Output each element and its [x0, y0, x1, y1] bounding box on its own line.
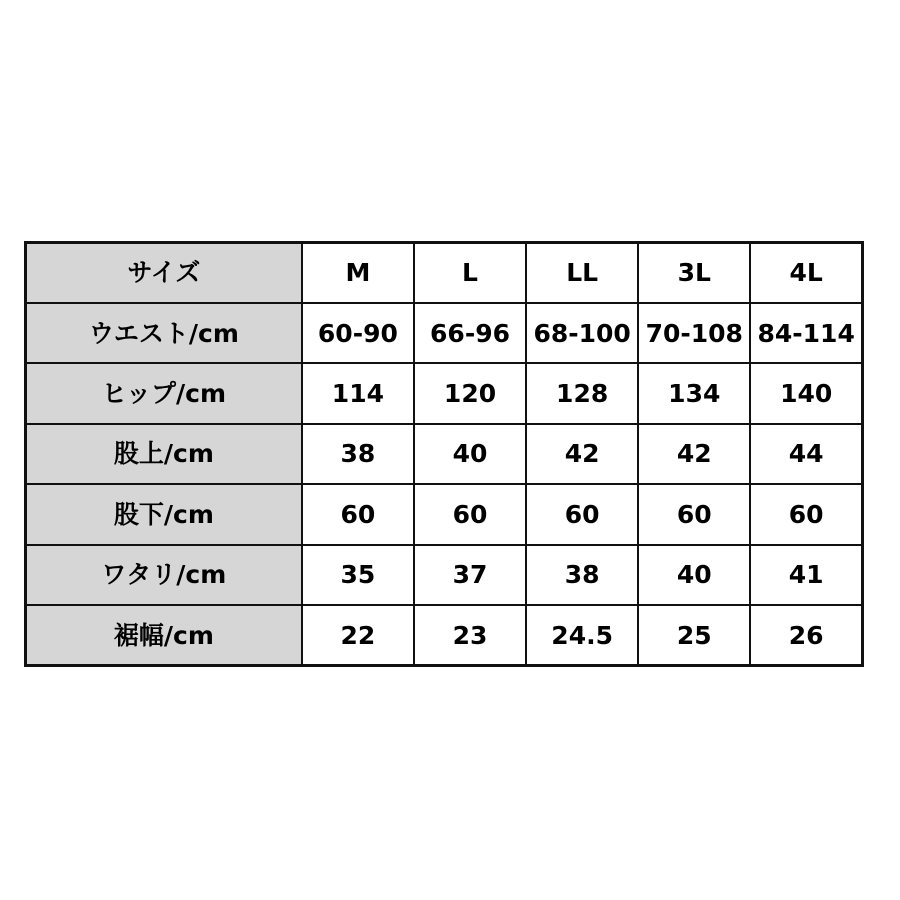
row-label-hem-width: 裾幅/cm: [26, 605, 302, 665]
table-cell: 44: [750, 424, 862, 484]
table-cell: 66-96: [414, 303, 526, 363]
header-row: [26, 243, 863, 303]
table-cell: 60: [302, 484, 414, 544]
table-cell: 38: [526, 545, 638, 605]
size-header-3l: 3L: [638, 243, 750, 303]
table-cell: 60: [414, 484, 526, 544]
row-hem-width: [26, 605, 863, 665]
table-cell: 140: [750, 363, 862, 423]
table-cell: 134: [638, 363, 750, 423]
table-cell: 40: [414, 424, 526, 484]
table-cell: 120: [414, 363, 526, 423]
table-cell: 68-100: [526, 303, 638, 363]
row-label-thigh: ワタリ/cm: [26, 545, 302, 605]
table-cell: 114: [302, 363, 414, 423]
row-waist: [26, 303, 863, 363]
size-header-4l: 4L: [750, 243, 862, 303]
table-cell: 37: [414, 545, 526, 605]
table-cell: 41: [750, 545, 862, 605]
size-header-ll: LL: [526, 243, 638, 303]
table-cell: 128: [526, 363, 638, 423]
table-cell: 84-114: [750, 303, 862, 363]
row-label-inseam: 股下/cm: [26, 484, 302, 544]
size-header-m: M: [302, 243, 414, 303]
row-label-waist: ウエスト/cm: [26, 303, 302, 363]
table-cell: 38: [302, 424, 414, 484]
table-cell: 60: [638, 484, 750, 544]
table-cell: 42: [638, 424, 750, 484]
row-label-rise: 股上/cm: [26, 424, 302, 484]
row-inseam: [26, 484, 863, 544]
size-header-label: サイズ: [26, 243, 302, 303]
table-cell: 24.5: [526, 605, 638, 665]
row-label-hip: ヒップ/cm: [26, 363, 302, 423]
table-cell: 22: [302, 605, 414, 665]
table-cell: 70-108: [638, 303, 750, 363]
table-cell: 60: [526, 484, 638, 544]
table-cell: 42: [526, 424, 638, 484]
table-cell: 26: [750, 605, 862, 665]
table-cell: 40: [638, 545, 750, 605]
row-hip: [26, 363, 863, 423]
size-chart-table: [24, 241, 864, 667]
row-thigh: [26, 545, 863, 605]
row-rise: [26, 424, 863, 484]
table-cell: 25: [638, 605, 750, 665]
size-header-l: L: [414, 243, 526, 303]
table-cell: 60-90: [302, 303, 414, 363]
table-cell: 35: [302, 545, 414, 605]
table-cell: 23: [414, 605, 526, 665]
table-cell: 60: [750, 484, 862, 544]
